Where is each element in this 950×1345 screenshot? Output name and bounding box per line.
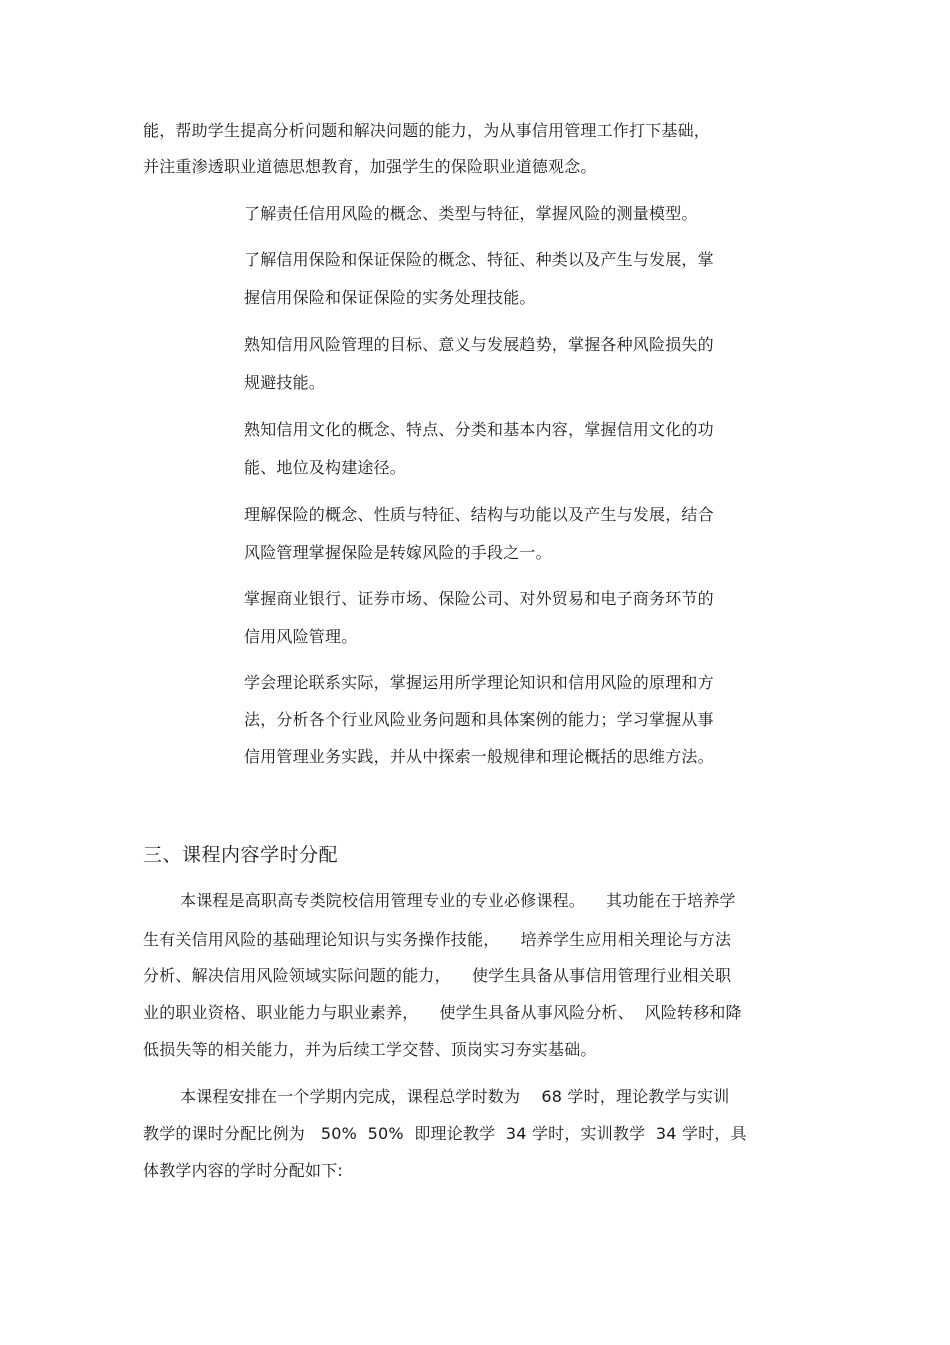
objective-line: 理解保险的概念、性质与特征、结构与功能以及产生与发展，结合 bbox=[244, 505, 714, 524]
paragraph-line: 业的职业资格、职业能力与职业素养， 使学生具备从事风险分析、 风险转移和降 bbox=[143, 1003, 742, 1022]
paragraph-line: 低损失等的相关能力，并为后续工学交替、顶岗实习夯实基础。 bbox=[143, 1040, 597, 1059]
objective-line: 掌握商业银行、证券市场、保险公司、对外贸易和电子商务环节的 bbox=[244, 589, 714, 608]
paragraph-line: 体教学内容的学时分配如下: bbox=[143, 1161, 343, 1180]
objective-line: 了解责任信用风险的概念、类型与特征，掌握风险的测量模型。 bbox=[244, 204, 698, 223]
objective-line: 学会理论联系实际，掌握运用所学理论知识和信用风险的原理和方 bbox=[244, 673, 714, 692]
paragraph-line: 本课程是高职高专类院校信用管理专业的专业必修课程。 其功能在于培养学 bbox=[180, 891, 736, 910]
intro-line: 并注重渗透职业道德思想教育，加强学生的保险职业道德观念。 bbox=[143, 157, 597, 176]
objective-line: 风险管理掌握保险是转嫁风险的手段之一。 bbox=[244, 543, 552, 562]
section-heading: 三、课程内容学时分配 bbox=[143, 844, 339, 866]
objective-line: 信用管理业务实践，并从中探索一般规律和理论概括的思维方法。 bbox=[244, 747, 714, 766]
objective-line: 握信用保险和保证保险的实务处理技能。 bbox=[244, 288, 536, 307]
objective-line: 了解信用保险和保证保险的概念、特征、种类以及产生与发展，掌 bbox=[244, 250, 714, 269]
paragraph-line: 教学的课时分配比例为 50% 50% 即理论教学 34 学时，实训教学 34 学时，具 bbox=[143, 1124, 747, 1143]
objective-line: 熟知信用文化的概念、特点、分类和基本内容，掌握信用文化的功 bbox=[244, 420, 714, 439]
objective-line: 熟知信用风险管理的目标、意义与发展趋势，掌握各种风险损失的 bbox=[244, 335, 714, 354]
paragraph-line: 本课程安排在一个学期内完成，课程总学时数为 68 学时，理论教学与实训 bbox=[180, 1087, 730, 1106]
paragraph-line: 分析、解决信用风险领域实际问题的能力， 使学生具备从事信用管理行业相关职 bbox=[143, 966, 732, 985]
objective-line: 法，分析各个行业风险业务问题和具体案例的能力；学习掌握从事 bbox=[244, 710, 714, 729]
objective-line: 规避技能。 bbox=[244, 373, 326, 392]
intro-line: 能，帮助学生提高分析问题和解决问题的能力，为从事信用管理工作打下基础， bbox=[143, 121, 711, 140]
paragraph-line: 生有关信用风险的基础理论知识与实务操作技能， 培养学生应用相关理论与方法 bbox=[143, 930, 732, 949]
objective-line: 信用风险管理。 bbox=[244, 627, 358, 646]
objective-line: 能、地位及构建途径。 bbox=[244, 458, 407, 477]
